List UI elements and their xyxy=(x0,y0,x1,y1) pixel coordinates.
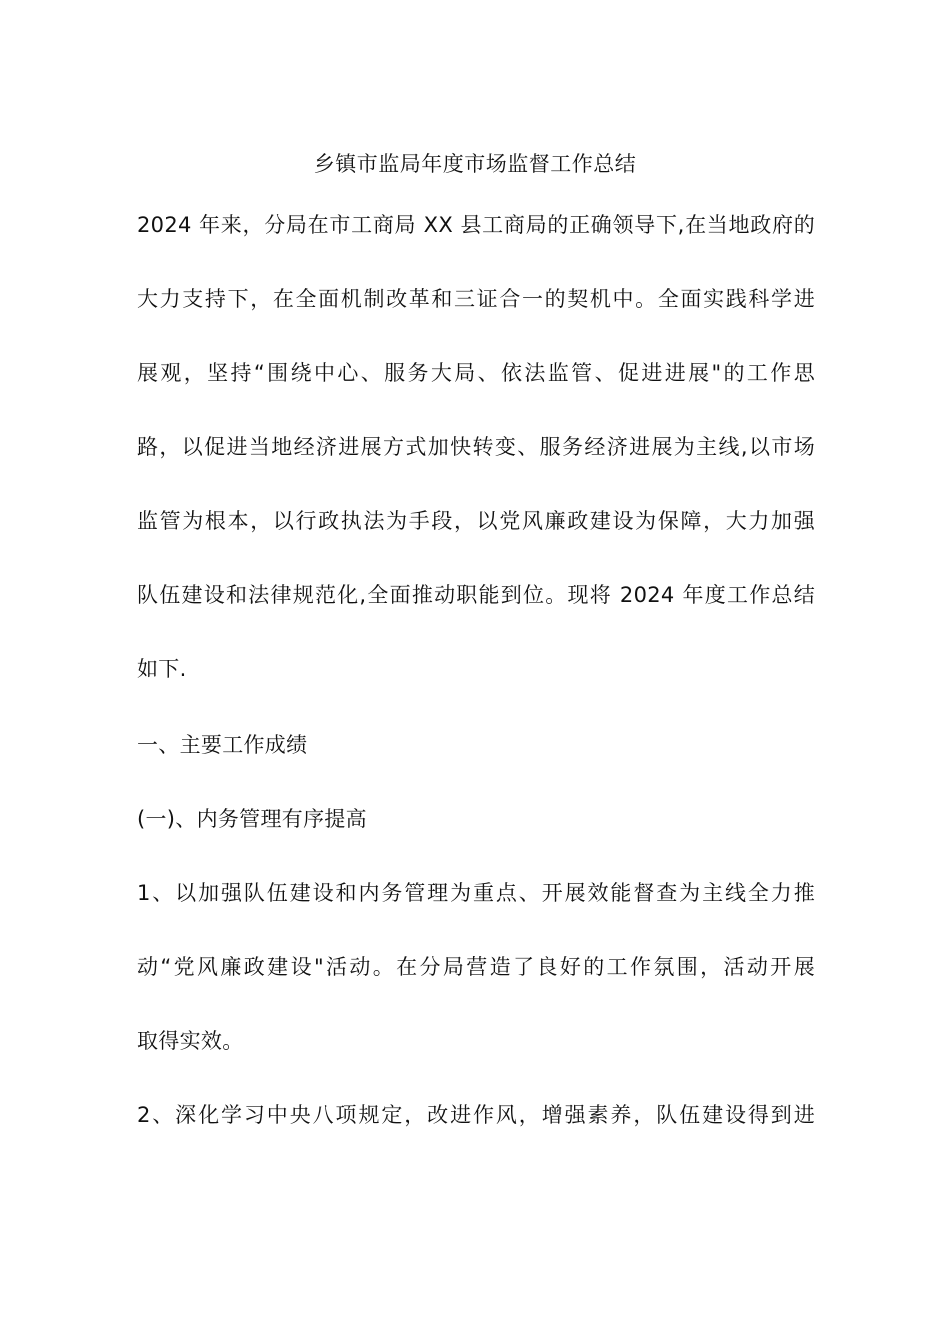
text-line: 2024 年来，分局在市工商局 XX 县工商局的正确领导下,在当地政府的 xyxy=(137,213,815,237)
list-item-2 xyxy=(137,1078,815,1152)
text-line: 取得实效。 xyxy=(137,1029,244,1053)
text-line: 动“党风廉政建设"活动。在分局营造了良好的工作氛围，活动开展 xyxy=(137,955,815,979)
text-line: 展观，坚持“围绕中心、服务大局、依法监管、促进进展"的工作思 xyxy=(137,361,815,385)
text-line: 2、深化学习中央八项规定，改进作风，增强素养，队伍建设得到进 xyxy=(137,1103,815,1127)
text-line: 监管为根本，以行政执法为手段，以党风廉政建设为保障，大力加强 xyxy=(137,509,815,533)
subsection-heading xyxy=(137,782,815,856)
text-line: 如下. xyxy=(137,657,187,681)
list-item-1 xyxy=(137,856,815,1078)
subsection-heading-text: (一)、内务管理有序提高 xyxy=(137,807,367,831)
document-title: 乡镇市监局年度市场监督工作总结 xyxy=(313,152,637,176)
text-line: 路，以促进当地经济进展方式加快转变、服务经济进展为主线,以市场 xyxy=(137,435,815,459)
section-heading-text: 一、主要工作成绩 xyxy=(137,733,308,757)
text-line: 1、以加强队伍建设和内务管理为重点、开展效能督查为主线全力推 xyxy=(137,881,815,905)
text-line: 大力支持下，在全面机制改革和三证合一的契机中。全面实践科学进 xyxy=(137,287,815,311)
text-line: 队伍建设和法律规范化,全面推动职能到位。现将 2024 年度工作总结 xyxy=(137,583,815,607)
intro-paragraph xyxy=(137,188,815,706)
section-heading xyxy=(137,708,815,782)
